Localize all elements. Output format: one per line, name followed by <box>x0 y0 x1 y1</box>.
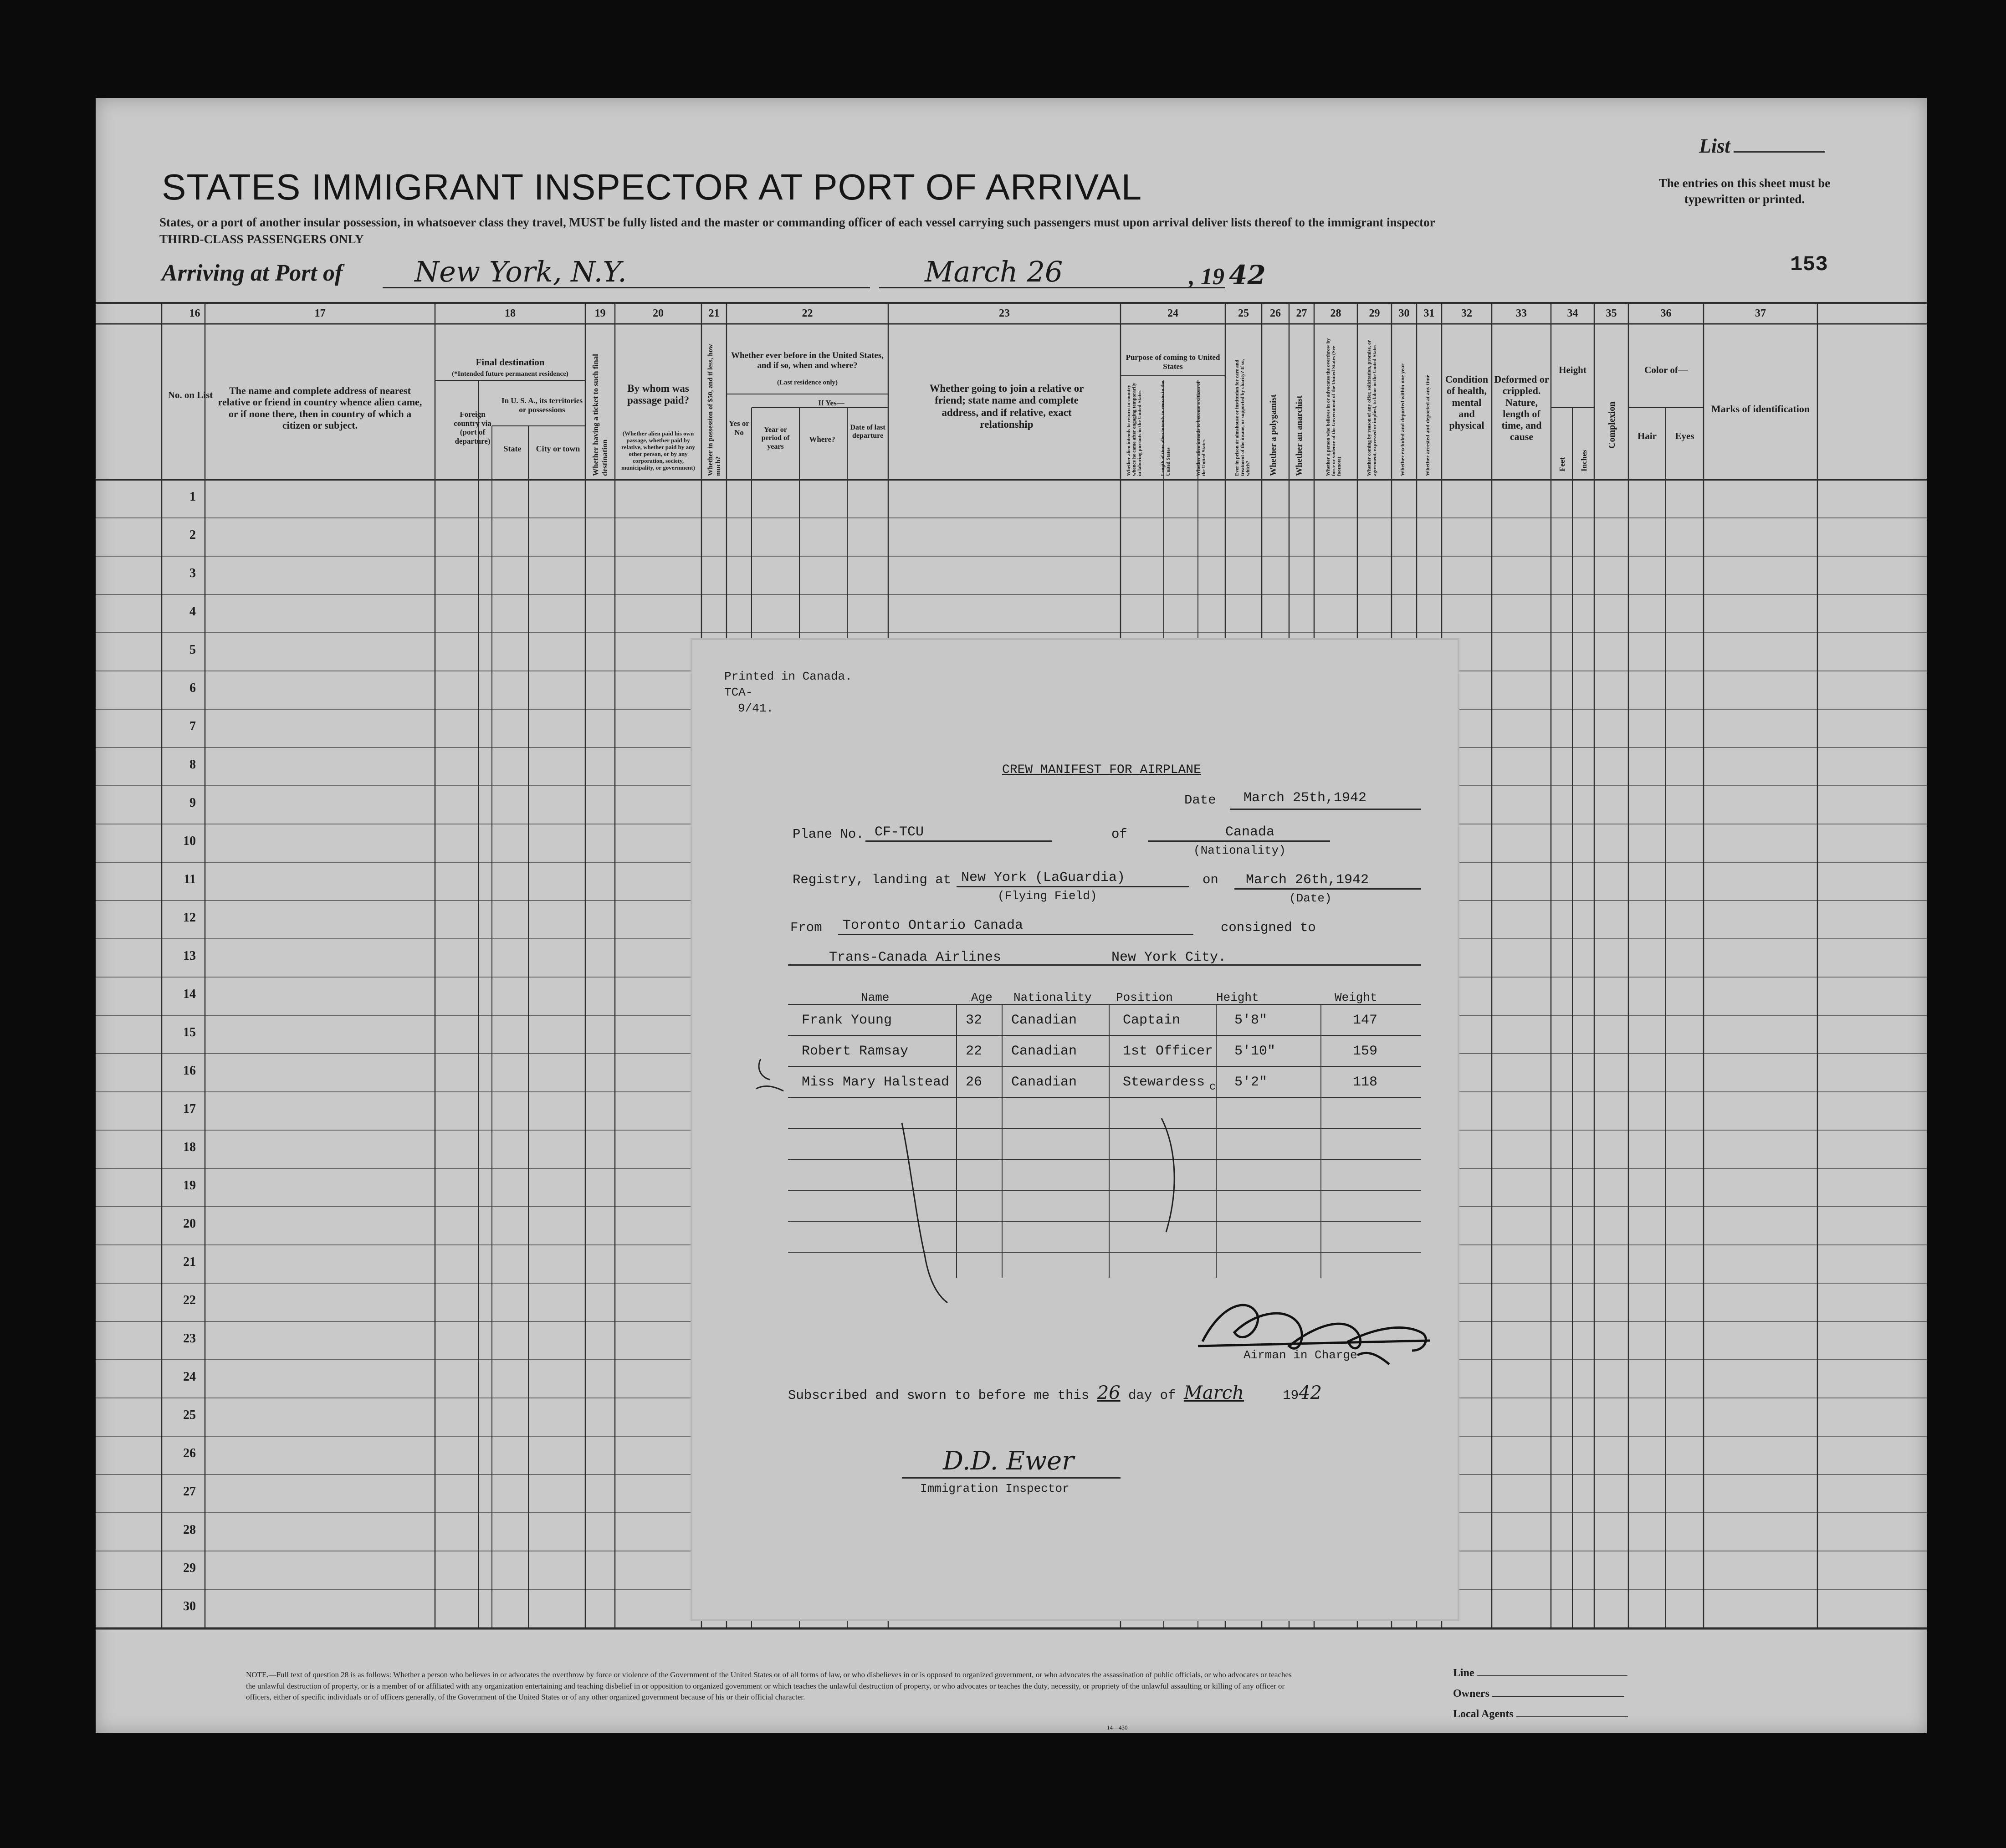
header-ticket: Whether having a ticket to such final destination <box>591 354 609 476</box>
crew-manifest-title: CREW MANIFEST FOR AIRPLANE <box>1002 763 1201 777</box>
nationality-value: Canada <box>1225 824 1275 840</box>
row-number: 25 <box>183 1408 196 1422</box>
header-polygamist: Whether a polygamist <box>1269 394 1278 476</box>
col-age-header: Age <box>971 991 993 1004</box>
header-purpose: Purpose of coming to United States <box>1126 353 1220 371</box>
crew-position-cell: Captain <box>1123 1013 1181 1028</box>
row-number: 2 <box>189 528 196 542</box>
crew-weight-cell: 147 <box>1353 1013 1378 1028</box>
col-position-header: Position <box>1116 991 1173 1004</box>
footer-agents-label: Local Agents <box>1453 1708 1628 1720</box>
row-number: 18 <box>183 1140 196 1154</box>
year-handwritten: 42 <box>1229 260 1266 291</box>
row-number: 13 <box>183 949 196 963</box>
row-number: 17 <box>183 1102 196 1116</box>
consigned-label: consigned to <box>1221 920 1316 935</box>
col-num-37: 37 <box>1755 307 1766 319</box>
header-no-on-list: No. on List <box>168 389 213 400</box>
col-num-24: 24 <box>1167 307 1178 319</box>
col-num-32: 32 <box>1461 307 1472 319</box>
crew-nationality-cell: Canadian <box>1011 1044 1077 1059</box>
row-number: 15 <box>183 1025 196 1039</box>
col-num-22: 22 <box>802 307 813 319</box>
row-number: 19 <box>183 1178 196 1193</box>
col-num-25: 25 <box>1238 307 1249 319</box>
header-passage-paid-sub: (Whether alien paid his own passage, whether paid by relative, whether paid by any other person, or by any corporation, society, municipality, or government) <box>621 430 695 471</box>
header-hair: Hair <box>1638 430 1657 441</box>
header-final-destination: Final destination <box>476 357 545 368</box>
row-number: 22 <box>183 1293 196 1307</box>
footer-owners-label: Owners <box>1453 1688 1624 1700</box>
header-height: Height <box>1559 364 1586 375</box>
row-number: 23 <box>183 1331 196 1346</box>
footer-line-label: Line <box>1453 1667 1627 1679</box>
row-number: 3 <box>189 566 196 580</box>
consignee-city: New York City. <box>1111 950 1227 965</box>
airman-caption: Airman in Charge <box>1244 1348 1357 1362</box>
row-number: 27 <box>183 1485 196 1499</box>
header-deported: Whether arrested and deported at any time <box>1424 374 1431 476</box>
on-label: on <box>1203 872 1218 887</box>
crew-manifest-insert <box>692 640 1458 1619</box>
col-num-36: 36 <box>1660 307 1672 319</box>
crew-weight-cell: 159 <box>1353 1044 1378 1059</box>
header-purpose-length: Length of time alien intends to remain in the United States <box>1160 381 1171 476</box>
row-number: 28 <box>183 1523 196 1537</box>
crew-name-cell: Frank Young <box>802 1013 892 1028</box>
sworn-year: 42 <box>1299 1382 1322 1403</box>
inspector-underline <box>902 1477 1121 1479</box>
header-ever-before-sub: (Last residence only) <box>777 379 838 386</box>
col-num-29: 29 <box>1369 307 1380 319</box>
header-possession-50: Whether in possession of $50, and if less, how much? <box>707 344 722 476</box>
form-date: 9/41. <box>738 701 774 715</box>
date-caption: (Date) <box>1289 891 1332 905</box>
col-num-18: 18 <box>505 307 516 319</box>
col-num-27: 27 <box>1296 307 1307 319</box>
col-name-header: Name <box>861 991 890 1004</box>
header-if-yes: If Yes— <box>818 399 844 407</box>
inspector-signature: D.D. Ewer <box>943 1446 1074 1476</box>
row-number: 4 <box>189 604 196 619</box>
page-subtitle: States, or a port of another insular possession, in whatsoever class they travel, MUST be fully listed and the master or commanding officer of each vessel carrying such passengers must upon arrival deliver lists thereof to the immigrant inspector <box>159 215 1435 229</box>
col-num-17: 17 <box>314 307 326 319</box>
header-where: Where? <box>809 435 835 444</box>
landing-field: New York (LaGuardia) <box>961 870 1126 886</box>
header-anarchist: Whether an anarchist <box>1295 395 1304 476</box>
header-state: State <box>503 444 522 453</box>
header-color: Color of— <box>1644 364 1688 375</box>
nationality-caption: (Nationality) <box>1193 844 1286 857</box>
crew-position-cell: Stewardess <box>1123 1075 1205 1090</box>
pen-strokes <box>692 640 1458 1619</box>
header-labor-offer: Whether coming by reason of any offer, solicitation, promise, or agreement, expressed or implied, to labor in the United States <box>1366 340 1377 476</box>
flying-field-caption: (Flying Field) <box>998 889 1097 903</box>
consignee-value: Trans-Canada Airlines <box>829 950 1002 965</box>
from-value: Toronto Ontario Canada <box>843 918 1023 933</box>
col-num-23: 23 <box>999 307 1010 319</box>
sworn-statement: Subscribed and sworn to before me this 26 day of March 1942 <box>788 1382 1322 1403</box>
row-number: 10 <box>183 834 196 848</box>
header-marks: Marks of identification <box>1711 403 1810 415</box>
row-number: 24 <box>183 1370 196 1384</box>
row-number: 12 <box>183 911 196 925</box>
manifest-sheet <box>96 98 1927 1733</box>
row-number: 7 <box>189 719 196 733</box>
crew-weight-cell: 118 <box>1353 1075 1378 1090</box>
col-height-header: Height <box>1216 991 1259 1004</box>
port-handwritten: New York, N.Y. <box>415 255 627 288</box>
col-num-34: 34 <box>1567 307 1578 319</box>
sheet-number: 153 <box>1790 253 1828 276</box>
crew-height-cell: 5'2" <box>1234 1075 1268 1090</box>
header-inches: Inches <box>1580 450 1588 471</box>
row-number: 30 <box>183 1599 196 1613</box>
header-foreign-country: Foreign country via (port of departure) <box>454 410 491 445</box>
col-num-19: 19 <box>594 307 606 319</box>
col-weight-header: Weight <box>1335 991 1377 1004</box>
header-overthrow: Whether a person who believes in or advocates the overthrow by force or violence of the Government of the United States (See footnote) <box>1325 338 1342 476</box>
crew-nationality-cell: Canadian <box>1011 1075 1077 1090</box>
page-title: STATES IMMIGRANT INSPECTOR AT PORT OF ARRIVAL <box>162 167 1142 207</box>
typewritten-note: The entries on this sheet must be typewritten or printed. <box>1658 176 1831 206</box>
plane-number: CF-TCU <box>875 824 924 840</box>
row-number: 29 <box>183 1561 196 1575</box>
crew-height-cell: 5'8" <box>1234 1013 1268 1028</box>
date-label: Date <box>1184 793 1216 808</box>
col-num-20: 20 <box>653 307 664 319</box>
header-passage-paid: By whom was passage paid? <box>627 383 690 406</box>
header-final-destination-sub: (*Intended future permanent residence) <box>452 370 568 378</box>
crew-height-cell: 5'10" <box>1234 1044 1276 1059</box>
sworn-month: March <box>1183 1382 1244 1403</box>
crew-age-cell: 26 <box>966 1075 983 1090</box>
row-number: 11 <box>184 872 196 886</box>
header-health: Condition of health, mental and physical <box>1445 374 1489 431</box>
form-number: 14—430 <box>1107 1724 1128 1731</box>
col-num-31: 31 <box>1423 307 1435 319</box>
header-complexion: Complexion <box>1607 401 1617 449</box>
header-nearest-relative: The name and complete address of nearest relative or friend in country whence alien came, or if none there, then in country of which a citizen or subject. <box>218 385 422 431</box>
sworn-day: 26 <box>1097 1382 1121 1403</box>
header-last-departure: Date of last departure <box>850 424 885 440</box>
row-number: 16 <box>183 1064 196 1078</box>
date-handwritten: March 26 <box>925 255 1063 288</box>
header-deformed: Deformed or crippled. Nature, length of time, and cause <box>1494 374 1549 443</box>
header-join-relative: Whether going to join a relative or friend; state name and complete address, and if relative, exact relationship <box>929 383 1084 430</box>
header-purpose-return: Whether alien intends to return to country whence he came after engaging temporarily in laboring pursuits in the United States <box>1126 383 1142 476</box>
row-number: 21 <box>183 1255 196 1269</box>
row-number: 20 <box>183 1217 196 1231</box>
row-number: 14 <box>183 987 196 1001</box>
row-number: 8 <box>189 758 196 772</box>
header-period: Year or period of years <box>761 426 790 450</box>
crew-age-cell: 22 <box>966 1044 983 1059</box>
header-prison: Ever in prison or almshouse or institution for care and treatment of the insane, or supported by charity? If so, which? <box>1234 359 1251 476</box>
col-num-21: 21 <box>708 307 720 319</box>
inspector-caption: Immigration Inspector <box>920 1482 1070 1495</box>
header-excluded: Whether excluded and deported within one year <box>1399 363 1406 476</box>
col-nationality-header: Nationality <box>1013 991 1092 1004</box>
crew-nationality-cell: Canadian <box>1011 1013 1077 1028</box>
manifest-date: March 25th,1942 <box>1244 790 1367 806</box>
col-num-30: 30 <box>1398 307 1410 319</box>
crew-name-cell: Robert Ramsay <box>802 1044 909 1059</box>
row-number: 5 <box>189 643 196 657</box>
row-number: 9 <box>189 796 196 810</box>
header-in-usa: In U. S. A., its territories or possessions <box>501 396 583 414</box>
registry-label: Registry, landing at <box>793 872 952 887</box>
header-purpose-citizen: Whether alien intends to become a citizen of the United States <box>1196 381 1207 476</box>
airman-signature <box>1193 1287 1448 1378</box>
arriving-line: Arriving at Port of <box>162 260 343 286</box>
plane-label: Plane No. <box>793 827 864 842</box>
of-label: of <box>1111 827 1127 842</box>
crew-age-cell: 32 <box>966 1013 983 1028</box>
header-yes-no: Yes or No <box>729 419 749 437</box>
footer-note: NOTE.—Full text of question 28 is as follows: Whether a person who believes in or advocates the overthrow by force or violence of the Government of the United States or of all forms of law, or who disbelieves in or is opposed to organized government, or who advocates the assassination of public officials, or who advocates or teaches the unlawful destruction of property, or is a member of or affiliated with any organization entertaining and teaching disbelief in or opposition to organized government or which teaches the unlawful destruction of property, or who advocates or teaches the duty, necessity, or propriety of the unlawful assaulting or killing of any officer or officers, either of specific individuals or of officers generally, of the Government of the United States or of any other organized government because of his or their official character. <box>246 1670 1292 1702</box>
row-number: 26 <box>183 1446 196 1460</box>
header-eyes: Eyes <box>1675 430 1694 441</box>
header-city: City or town <box>536 444 580 453</box>
height-mark: c <box>1209 1081 1216 1093</box>
crew-name-cell: Miss Mary Halstead <box>802 1075 950 1090</box>
col-num-33: 33 <box>1516 307 1527 319</box>
page-subtitle-class: THIRD-CLASS PASSENGERS ONLY <box>159 232 364 246</box>
year-label: , 19 42 <box>1189 260 1266 291</box>
from-label: From <box>790 920 822 935</box>
crew-position-cell: 1st Officer <box>1123 1044 1213 1059</box>
header-ever-before: Whether ever before in the United States, and if so, when and where? <box>731 351 884 370</box>
col-num-16: 16 <box>189 307 200 319</box>
list-label: List <box>1699 134 1825 158</box>
row-number: 1 <box>189 490 196 504</box>
col-num-35: 35 <box>1606 307 1617 319</box>
header-feet: Feet <box>1558 457 1566 471</box>
col-num-26: 26 <box>1270 307 1281 319</box>
row-number: 6 <box>189 681 196 695</box>
col-num-28: 28 <box>1330 307 1341 319</box>
form-code: TCA- <box>724 686 753 699</box>
printed-in-canada: Printed in Canada. <box>724 670 852 683</box>
landing-date: March 26th,1942 <box>1246 872 1369 888</box>
